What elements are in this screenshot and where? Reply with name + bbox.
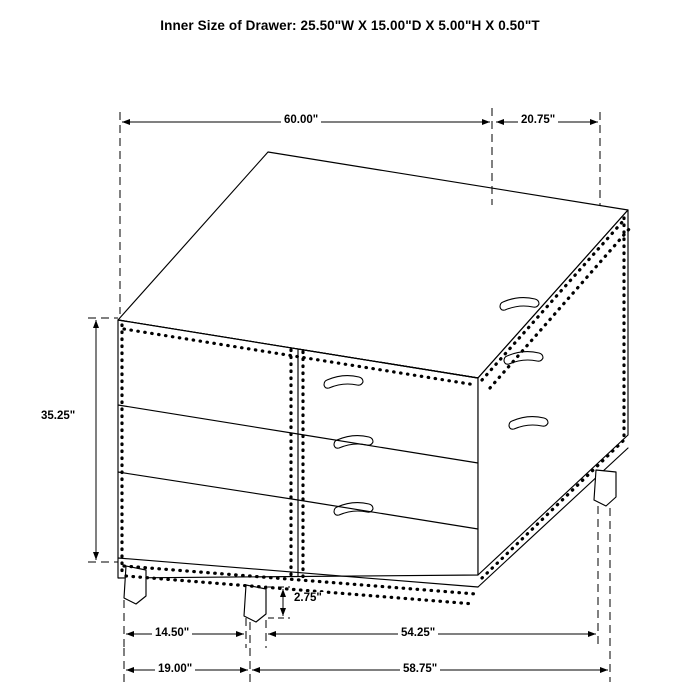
leg-front-left <box>124 566 146 604</box>
page-title: Inner Size of Drawer: 25.50"W X 15.00"D X 5.00"H X 0.50"T <box>160 18 540 33</box>
dim-label-bottom-right: 58.75" <box>400 663 440 675</box>
dim-label-leg-height: 2.75" <box>291 592 325 604</box>
leg-front-right <box>244 585 266 622</box>
dim-label-top-depth: 20.75" <box>518 114 558 126</box>
dim-label-top-width: 60.00" <box>281 114 321 126</box>
dim-label-front-body: 54.25" <box>398 627 438 639</box>
dim-label-bottom-left: 19.00" <box>155 663 195 675</box>
dresser-body <box>118 152 630 622</box>
leg-back-right <box>594 470 616 506</box>
dim-label-height: 35.25" <box>38 410 78 422</box>
dim-label-front-left-foot: 14.50" <box>152 627 192 639</box>
